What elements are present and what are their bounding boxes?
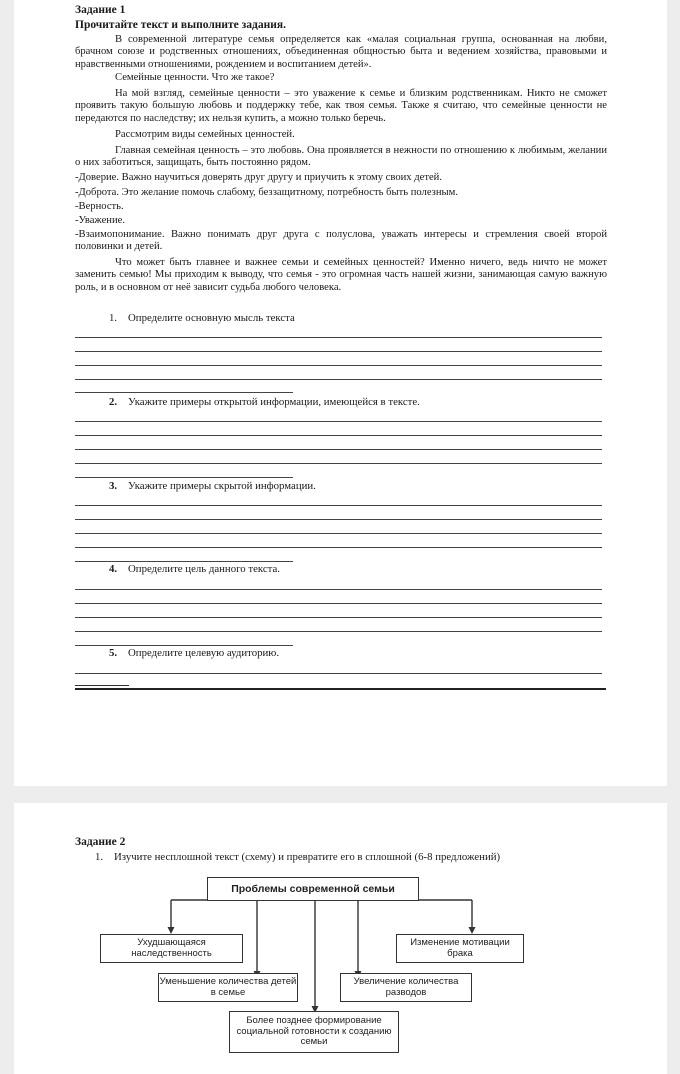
paragraph-conclusion: Что может быть главнее и важнее семьи и семейных ценностей? Именно ничего, ведь ничто не может заменить семью! Мы приходим к выводу, что семья - это огромная часть нашей жизни, занимающая самую важную роль, и в основном от неё зависит судьба любого человека. [75, 257, 607, 293]
answer-line[interactable] [75, 477, 293, 478]
question-5-text: Определите целевую аудиторию. [128, 647, 280, 659]
task2-instruction-text: Изучите несплошной текст (схему) и превратите его в сплошной (6-8 предложений) [114, 851, 501, 863]
paragraph-types-intro: Рассмотрим виды семейных ценностей. [115, 129, 295, 140]
question-4 [109, 563, 280, 576]
answer-line[interactable] [75, 519, 602, 520]
paragraph-opinion: На мой взгляд, семейные ценности – это уважение к семье и близким родственникам. Никто не сможет проявить такую большую любовь и поддержку тебе, как твоя семья. Также я считаю, что семейные ценности не передаются по наследству; их нельзя купить, а можно только беречь. [75, 88, 607, 124]
diagram-box-late-readiness: Более позднее формирование социальной готовности к созданию семьи [229, 1011, 399, 1053]
answer-line[interactable] [75, 392, 293, 393]
task2-title: Задание 2 [75, 836, 126, 848]
answer-line[interactable] [75, 561, 293, 562]
worksheet-page-2 [14, 803, 667, 1074]
arrow-head [469, 927, 476, 934]
answer-line[interactable] [75, 589, 602, 590]
question-1 [109, 312, 295, 325]
answer-line[interactable] [75, 435, 602, 436]
question-4-number: 4. [109, 563, 118, 575]
question-5 [109, 647, 279, 660]
question-5-number: 5. [109, 647, 118, 659]
answer-line[interactable] [75, 449, 602, 450]
question-2-text: Укажите примеры открытой информации, имеющейся в тексте. [128, 396, 420, 408]
paragraph-loyalty: -Верность. [75, 201, 124, 212]
diagram-box-divorces: Увеличение количества разводов [340, 973, 472, 1002]
arrow-head [168, 927, 175, 934]
answer-line[interactable] [75, 547, 602, 548]
paragraph-understanding: -Взаимопонимание. Важно понимать друг друга с полуслова, уважать интересы и стремления своей второй половинки и детей. [75, 229, 607, 253]
paragraph-question: Семейные ценности. Что же такое? [115, 72, 275, 83]
task2-instruction-number: 1. [95, 851, 104, 863]
answer-line[interactable] [75, 685, 129, 686]
paragraph-kindness: -Доброта. Это желание помочь слабому, беззащитному, потребность быть полезным. [75, 187, 458, 198]
answer-line[interactable] [75, 421, 602, 422]
question-2-number: 2. [109, 396, 118, 408]
answer-line[interactable] [75, 533, 602, 534]
question-3-number: 3. [109, 480, 118, 492]
question-2 [109, 396, 420, 409]
diagram-box-heredity: Ухудшающаяся наследственность [100, 934, 243, 963]
question-3 [109, 480, 316, 493]
answer-line[interactable] [75, 645, 293, 646]
answer-line[interactable] [75, 673, 602, 674]
answer-line[interactable] [75, 631, 602, 632]
answer-line[interactable] [75, 617, 602, 618]
answer-line[interactable] [75, 505, 602, 506]
worksheet-page-1 [14, 0, 667, 786]
answer-line[interactable] [75, 463, 602, 464]
answer-line[interactable] [75, 603, 602, 604]
answer-line[interactable] [75, 351, 602, 352]
answer-line[interactable] [75, 365, 602, 366]
question-1-text: Определите основную мысль текста [128, 312, 295, 324]
question-3-text: Укажите примеры скрытой информации. [128, 480, 316, 492]
diagram-root-box: Проблемы современной семьи [207, 877, 419, 901]
task1-title: Задание 1 [75, 4, 126, 16]
paragraph-respect: -Уважение. [75, 215, 125, 226]
paragraph-love: Главная семейная ценность – это любовь. Она проявляется в нежности по отношению к любимым, желании о них заботиться, защищать, быть постоянно рядом. [75, 145, 607, 169]
diagram-box-fewer-children: Уменьшение количества детей в семье [158, 973, 298, 1002]
paragraph-trust: -Доверие. Важно научиться доверять друг другу и приучить к этому своих детей. [75, 172, 442, 183]
paragraph-definition: В современной литературе семья определяется как «малая социальная группа, основанная на любви, брачном союзе и родственных отношениях, объединенная общностью быта и ведением хозяйства, правовыми и нравственными отношениями, рождением и воспитанием детей». [75, 34, 607, 70]
question-1-number: 1. [109, 312, 118, 324]
answer-line[interactable] [75, 379, 602, 380]
question-4-text: Определите цель данного текста. [128, 563, 280, 575]
diagram-box-motivation: Изменение мотивации брака [396, 934, 524, 963]
answer-line[interactable] [75, 688, 606, 690]
task1-subtitle: Прочитайте текст и выполните задания. [75, 19, 286, 31]
answer-line[interactable] [75, 337, 602, 338]
